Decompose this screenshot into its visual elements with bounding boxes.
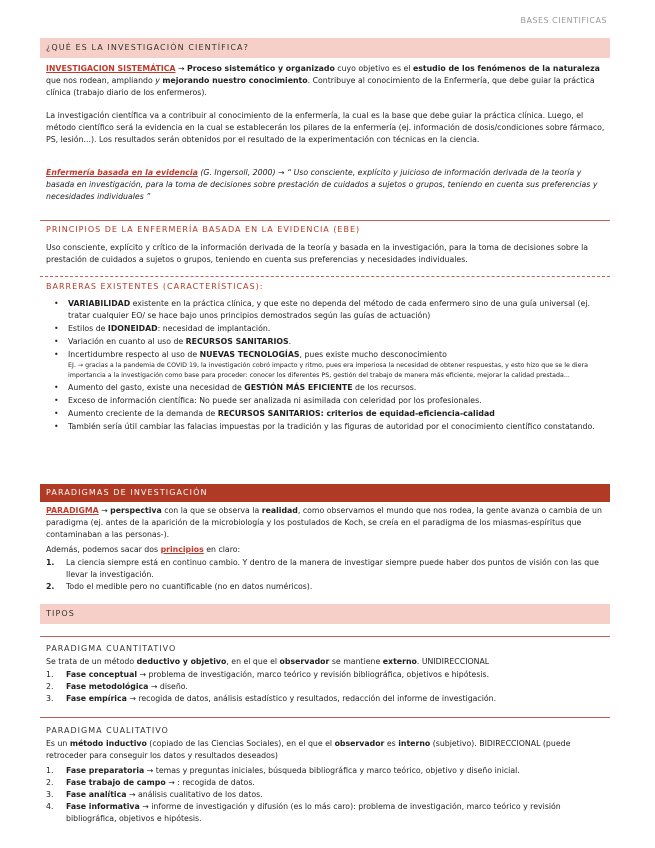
text: Aumento creciente de la demanda de xyxy=(68,409,218,418)
bold-text: observador xyxy=(279,657,330,666)
text: Se trata de un método xyxy=(46,657,137,666)
paragraph-ebe-definition: Uso consciente, explícito y crítico de la información derivada de la teoría y basada en la investigación, para la toma de decisiones sobre la prestación de cuidados a sujetos o grupos, teniendo en cuenta sus preferencias y necesidades individuales. xyxy=(46,243,589,264)
bold-text: Proceso sistemático y organizado xyxy=(187,64,335,73)
barriers-list xyxy=(46,298,606,434)
covid-example: EJ. → gracias a la pandemia de COVID 19, la investigación cobró impacto y ritmo, pues era imperiosa la necesidad de obtener respuestas, y esto hizo que se le diera importancia a la investigación como base para proceder: conocer los diferentes PS, gestión del trabajo de manera más eficiente, mejorar la calidad prestada... xyxy=(68,362,588,379)
text: . UNIDIRECCIONAL xyxy=(416,657,490,666)
bold-text: Fase informativa xyxy=(66,802,140,811)
section-heading-what-is-research: ¿QUÉ ES LA INVESTIGACIÓN CIENTÍFICA? xyxy=(40,38,610,58)
section-heading-quantitative: PARADIGMA CUANTITATIVO xyxy=(46,644,177,653)
bold-text: Fase conceptual xyxy=(66,670,138,679)
list-item xyxy=(46,323,606,335)
list-item xyxy=(46,789,606,801)
text: se mantiene xyxy=(329,657,383,666)
list-item xyxy=(46,693,606,705)
item-number: 3. xyxy=(46,790,54,799)
text: También sería útil cambiar las falacias impuestas por la tradición y las figuras de autoridad por el conocimiento científico constatando. xyxy=(68,422,595,431)
text: Es un xyxy=(46,739,70,748)
bold-text: RECURSOS SANITARIOS xyxy=(185,337,289,346)
section-heading-paradigms: PARADIGMAS DE INVESTIGACIÓN xyxy=(40,484,610,502)
text: → : recogida de datos. xyxy=(165,778,255,787)
arrow: → xyxy=(278,168,285,177)
text: que nos rodean, ampliando xyxy=(46,76,156,85)
quantitative-phases-list xyxy=(46,669,606,705)
text: La ciencia siempre está en continuo cambio. Y dentro de la manera de investigar siempre puede haber dos puntos de visión con las que llevar la investigación. xyxy=(66,558,599,579)
list-item xyxy=(46,349,606,381)
text: → diseño. xyxy=(148,682,188,691)
list-item xyxy=(46,336,606,348)
text: Exceso de información científica: No puede ser analizada ni asimilada con celeridad por los profesionales. xyxy=(68,396,482,405)
principles-list xyxy=(46,557,606,593)
text: : necesidad de implantación. xyxy=(157,324,271,333)
text: de los recursos. xyxy=(352,383,417,392)
text: Incertidumbre respecto al uso de xyxy=(68,350,200,359)
paragraph-research-contribution: La investigación científica va a contribuir al conocimiento de la enfermería, la cual es la base que debe guiar la práctica clínica. Luego, el método científico será la evidencia en la cual se establecerán los pilares de la enfermería (ej. información de dosis/condiciones sobre fármaco, PS, lesión...). Los resultados serán obtenidos por el resultado de la experimentación con técnicas en la ciencia. xyxy=(46,111,605,144)
bold-text: IDONEIDAD xyxy=(107,324,158,333)
list-item xyxy=(46,298,606,322)
text: → informe de investigación y difusión (es lo más caro): problema de investigación, marco teórico y revisión bibliográfica, objetivos e hipótesis. xyxy=(66,802,561,823)
bold-text: realidad xyxy=(261,506,298,515)
paragraph-systematic-research xyxy=(46,63,606,99)
text: , pues existe mucho desconocimiento xyxy=(299,350,447,359)
paragraph-principles-intro xyxy=(46,544,606,556)
bold-text: externo xyxy=(382,657,417,666)
bold-text: Fase metodológica xyxy=(66,682,149,691)
paragraph-qualitative-intro xyxy=(46,738,606,762)
arrow: → xyxy=(101,506,108,515)
list-item xyxy=(46,408,606,420)
item-number: 1. xyxy=(46,670,54,679)
bold-text: RECURSOS SANITARIOS: criterios de equidad-eficiencia-calidad xyxy=(217,409,495,418)
text: , en el que el xyxy=(226,657,280,666)
text: Variación en cuanto al uso de xyxy=(68,337,186,346)
section-rule xyxy=(40,717,610,718)
item-number: 3. xyxy=(46,694,54,703)
item-number: 2. xyxy=(46,778,54,787)
bold-text: Fase analítica xyxy=(66,790,127,799)
bold-text: deductivo y objetivo xyxy=(136,657,227,666)
text: (subjetivo). BIDIRECCIONAL (puede retroceder para conseguir los datos y resultados deseados) xyxy=(46,739,571,760)
text: (copiado de las Ciencias Sociales), en el que el xyxy=(146,739,335,748)
term-evidence-based-nursing: Enfermería basada en la evidencia xyxy=(46,168,198,177)
item-number: 2. xyxy=(46,682,54,691)
list-item xyxy=(46,765,606,777)
text: → recogida de datos, análisis estadístico y resultados, redacción del informe de investigación. xyxy=(126,694,497,703)
bold-text: estudio de los fenómenos de la naturaleza xyxy=(412,64,600,73)
term-systematic-research: INVESTIGACION SISTEMÁTICA xyxy=(46,64,176,73)
paragraph-evidence-based-nursing xyxy=(46,167,606,203)
list-item xyxy=(46,395,606,407)
list-item xyxy=(46,581,606,593)
section-rule xyxy=(40,636,610,637)
list-item xyxy=(46,777,606,789)
text: → problema de investigación, marco teórico y revisión bibliográfica, objetivos e hipótesis. xyxy=(137,670,490,679)
bold-text: observador xyxy=(334,739,385,748)
bold-text: Fase empírica xyxy=(66,694,127,703)
arrow: → xyxy=(177,64,185,73)
list-item xyxy=(46,421,606,433)
term-paradigm: PARADIGMA xyxy=(46,506,99,515)
text: y xyxy=(155,76,163,85)
bold-text: VARIABILIDAD xyxy=(68,299,131,308)
qualitative-phases-list xyxy=(46,765,606,825)
citation: (G. Ingersoll, 2000) xyxy=(197,168,279,177)
section-heading-types: TIPOS xyxy=(40,604,610,624)
bold-text: Fase preparatoria xyxy=(66,766,145,775)
item-number: 2. xyxy=(46,582,55,591)
text: → temas y preguntas iniciales, búsqueda bibliográfica y marco teórico, objetivo y diseño inicial. xyxy=(144,766,520,775)
document-header: BASES CIENTIFICAS xyxy=(520,16,607,25)
bold-text: NUEVAS TECNOLOGÍAS xyxy=(199,350,300,359)
text: en claro: xyxy=(203,545,241,554)
text: es xyxy=(384,739,399,748)
section-heading-qualitative: PARADIGMA CUALITATIVO xyxy=(46,726,169,735)
text: Aumento del gasto, existe una necesidad de xyxy=(68,383,245,392)
bold-text: método inductivo xyxy=(69,739,147,748)
text: Todo el medible pero no cuantificable (no en datos numéricos). xyxy=(66,582,313,591)
bold-text: Fase trabajo de campo xyxy=(66,778,166,787)
bold-text: perspectiva xyxy=(110,506,162,515)
term-principles: principios xyxy=(160,545,204,554)
text: . xyxy=(288,337,292,346)
list-item xyxy=(46,557,606,581)
paragraph-paradigm-definition xyxy=(46,505,606,541)
quote: “ Uso consciente, explícito y juicioso de información derivada de la teoría y basada en investigación, para la toma de decisiones sobre prestación de cuidados a sujetos o grupos, teniendo en cuenta sus preferencias y necesidades individuales ” xyxy=(46,168,598,201)
text: existente en la práctica clínica, y que este no dependa del método de cada enfermero sino de una guía universal (ej. tratar cualquier EO/ se hace bajo unos principios demostrados según las guías de actuación) xyxy=(68,299,590,320)
text: , como observamos el mundo que nos rodea, la gente avanza o cambia de un paradigma (ej. antes de la aparición de la microbiología y los postulados de Koch, se creía en el paradigma de los miasmas-espíritus que contaminaban a las personas-). xyxy=(46,506,602,539)
text: con la que se observa la xyxy=(161,506,262,515)
text: Además, podemos sacar dos xyxy=(46,545,161,554)
bold-text: mejorando nuestro conocimiento xyxy=(162,76,308,85)
list-item xyxy=(46,801,606,825)
text: → análisis cualitativo de los datos. xyxy=(126,790,263,799)
paragraph-quantitative-intro xyxy=(46,656,606,668)
list-item xyxy=(46,681,606,693)
text: . Contribuye al conocimiento de la Enfermería, que debe guiar la práctica clínica (trabajo diario de los enfermeros). xyxy=(46,76,595,97)
item-number: 4. xyxy=(46,802,54,811)
item-number: 1. xyxy=(46,558,55,567)
text: Estilos de xyxy=(68,324,108,333)
bold-text: GESTIÓN MÁS EFICIENTE xyxy=(244,383,353,392)
bold-text: interno xyxy=(398,739,431,748)
section-rule xyxy=(40,276,610,277)
section-rule xyxy=(40,220,610,221)
section-heading-ebe-principles: PRINCIPIOS DE LA ENFERMERÍA BASADA EN LA EVIDENCIA (EBE) xyxy=(46,225,361,234)
list-item xyxy=(46,669,606,681)
section-heading-barriers: BARRERAS EXISTENTES (CARACTERÍSTICAS): xyxy=(46,282,264,291)
item-number: 1. xyxy=(46,766,54,775)
list-item xyxy=(46,382,606,394)
text: cuyo objetivo es el xyxy=(334,64,413,73)
